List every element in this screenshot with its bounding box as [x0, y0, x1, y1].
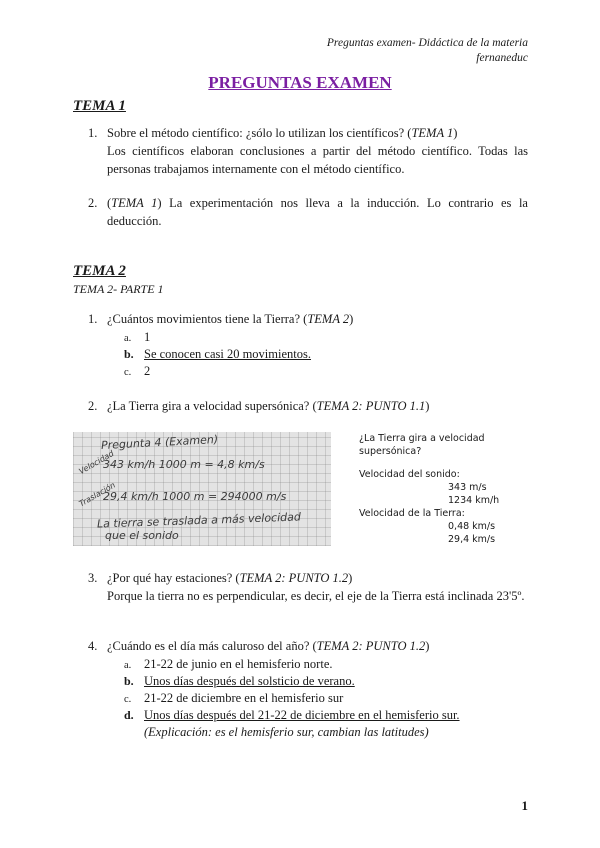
question-text: ¿Por qué hay estaciones? (TEMA 2: PUNTO 1.2)	[107, 571, 353, 585]
question-number: 1.	[88, 126, 98, 140]
handwritten-line: 29,4 km/h 1000 m = 294000 m/s	[103, 490, 287, 503]
question-text: (TEMA 1) La experimentación nos lleva a la inducción. Lo contrario es la deducción.	[107, 196, 528, 228]
answer-text: Porque la tierra no es perpendicular, es decir, el eje de la Tierra está inclinada 23'5º.	[107, 589, 525, 603]
question-text: Sobre el método científico: ¿sólo lo utilizan los científicos? (TEMA 1)	[107, 126, 458, 140]
option-c: c. 21-22 de diciembre en el hemisferio sur	[124, 691, 344, 705]
sound-speed-label: Velocidad del sonido:	[359, 469, 460, 480]
page-number: 1	[521, 798, 528, 813]
header-author: fernaneduc	[476, 52, 528, 64]
question-number: 1.	[88, 312, 98, 326]
question-text: ¿La Tierra gira a velocidad supersónica? (TEMA 2: PUNTO 1.1)	[107, 399, 430, 413]
page-title: PREGUNTAS EXAMEN	[208, 73, 392, 92]
option-a: a. 1	[124, 330, 151, 344]
box-title: ¿La Tierra gira a velocidad supersónica?	[359, 433, 485, 457]
explanation-note: (Explicación: es el hemisferio sur, cambian las latitudes)	[144, 725, 429, 739]
handwritten-line: que el sonido	[105, 529, 179, 542]
answer-text: Los científicos elaboran conclusiones a partir del método científico. Todas las personas trabajamos internamente con el método científico.	[107, 144, 528, 176]
handwritten-line: 343 km/h 1000 m = 4,8 km/s	[103, 458, 265, 471]
speed-comparison-box	[359, 432, 539, 546]
option-b: b. Se conocen casi 20 movimientos.	[124, 347, 311, 361]
option-c: c. 2	[124, 364, 151, 378]
option-b: b. Unos días después del solsticio de verano.	[124, 674, 355, 688]
tema1-heading: TEMA 1	[73, 98, 126, 114]
question-number: 2.	[88, 399, 98, 413]
tema2-subheading: TEMA 2- PARTE 1	[73, 282, 164, 296]
question-number: 2.	[88, 196, 98, 210]
tema2-question-2	[88, 397, 528, 415]
tema2-question-3	[88, 569, 528, 605]
question-text: ¿Cuántos movimientos tiene la Tierra? (TEMA 2)	[107, 312, 354, 326]
handwritten-margin-note: Velocidad	[77, 448, 116, 477]
sound-speed-kmh: 1234 km/h	[448, 495, 500, 506]
sound-speed-ms: 343 m/s	[448, 482, 487, 493]
handwritten-notes-photo	[73, 432, 331, 546]
question-number: 4.	[88, 639, 98, 653]
tema1-question-1	[88, 124, 528, 178]
earth-speed-kms-1: 0,48 km/s	[448, 521, 496, 532]
tema2-question-1	[88, 310, 528, 328]
question-text: ¿Cuándo es el día más caluroso del año? (TEMA 2: PUNTO 1.2)	[107, 639, 430, 653]
handwritten-margin-note: Traslación	[77, 480, 117, 509]
earth-speed-label: Velocidad de la Tierra:	[359, 508, 465, 519]
option-d: d. Unos días después del 21-22 de diciembre en el hemisferio sur.	[124, 708, 460, 722]
tema1-question-2	[88, 194, 528, 230]
option-a: a. 21-22 de junio en el hemisferio norte.	[124, 657, 333, 671]
earth-speed-kms-2: 29,4 km/s	[448, 534, 496, 545]
tema2-question-4	[88, 637, 528, 655]
handwritten-line: Pregunta 4 (Examen)	[100, 432, 219, 453]
tema2-heading: TEMA 2	[73, 263, 126, 279]
question-number: 3.	[88, 571, 98, 585]
handwritten-line: La tierra se traslada a más velocidad	[96, 510, 302, 531]
header-subject: Preguntas examen- Didáctica de la materia	[326, 37, 528, 49]
